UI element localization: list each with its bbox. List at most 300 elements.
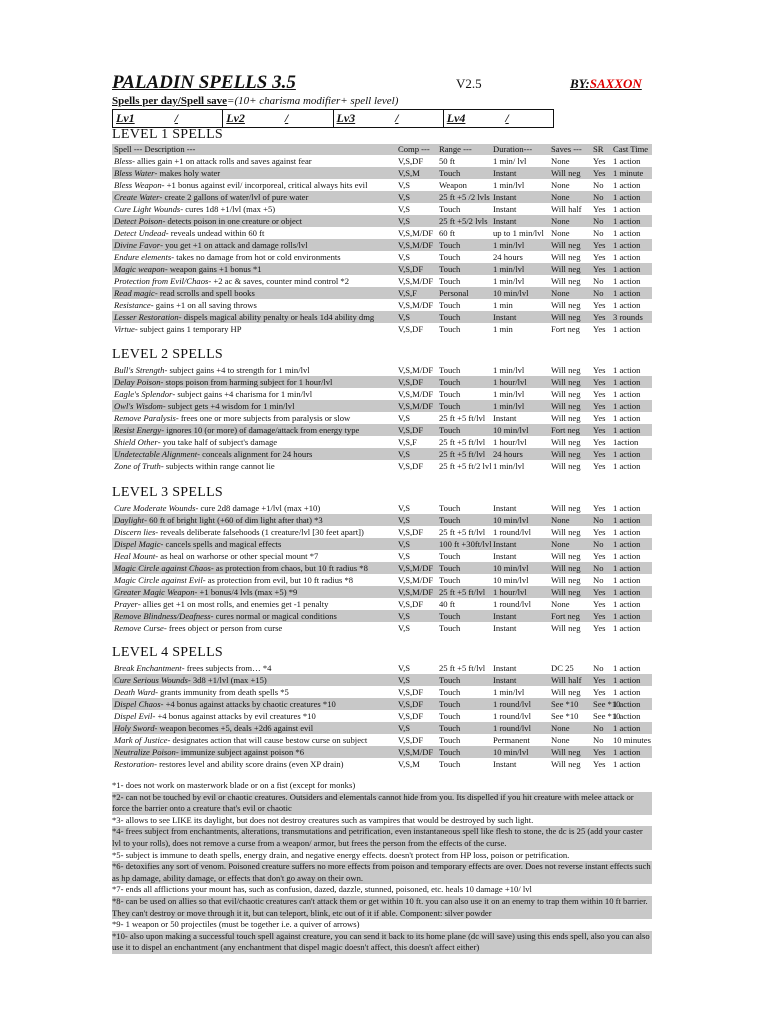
spell-name: Mark of Justice [114, 735, 168, 745]
spell-range: 25 ft +5 ft/lvl [439, 413, 486, 423]
spell-duration: Instant [493, 192, 517, 202]
spell-cast-time: 1 action [613, 687, 641, 697]
spell-name-desc [114, 538, 281, 550]
spell-row [112, 550, 652, 562]
spell-components: V,S [398, 252, 411, 262]
spell-resistance: Yes [593, 252, 606, 262]
spell-cast-time: 1 action [613, 276, 641, 286]
spell-row [112, 710, 652, 722]
spell-components: V,S,DF [398, 735, 424, 745]
spell-description: - weapon becomes +5, deals +2d6 against evil [154, 723, 314, 733]
spell-save: Will neg [551, 747, 581, 757]
spell-name: Heal Mount [114, 551, 156, 561]
spell-description: - cures 1d8 +1/lvl (max +5) [180, 204, 276, 214]
spell-resistance: Yes [593, 156, 606, 166]
spell-duration: 24 hours [493, 252, 523, 262]
spell-save: None [551, 735, 570, 745]
spell-components: V,S,DF [398, 377, 424, 387]
level-heading: LEVEL 1 SPELLS [112, 127, 224, 142]
spell-duration: 1 min/lvl [493, 240, 525, 250]
spell-name-desc [114, 376, 332, 388]
spell-cast-time: 1 action [613, 539, 641, 549]
spell-resistance: No [593, 563, 604, 573]
spell-description: - takes no damage from hot or cold environments [171, 252, 341, 262]
spell-name-desc [114, 436, 277, 448]
column-header: Duration--- [493, 144, 533, 154]
spell-components: V,S [398, 192, 411, 202]
spell-description: - dispels magical ability penalty or heals 1d4 ability dmg [178, 312, 375, 322]
spell-description: - +4 bonus against attacks by chaotic creatures *10 [160, 699, 336, 709]
spell-save: None [551, 192, 570, 202]
spell-description: - reveals deliberate falsehoods (1 creature/lvl [30 feet apart]) [155, 527, 364, 537]
spell-row [112, 191, 652, 203]
spell-cast-time: 1 action [613, 252, 641, 262]
spell-duration: 10 min/lvl [493, 575, 529, 585]
spell-duration: 1 min/lvl [493, 687, 525, 697]
spell-components: V,S,DF [398, 599, 424, 609]
spell-components: V,S [398, 675, 411, 685]
footnote: *6- detoxifies any sort of venom. Poisoned creature suffers no more effects from poison and temporary effects are over. Does not reverse instant effects such as hp damage, ability damage, or effects that don't go away on their own. [112, 861, 651, 883]
spell-resistance: Yes [593, 300, 606, 310]
spell-name: Cure Light Wounds [114, 204, 181, 214]
spell-resistance: Yes [593, 551, 606, 561]
spell-duration: Instant [493, 759, 517, 769]
spell-save: Will neg [551, 575, 581, 585]
spell-range: 60 ft [439, 228, 455, 238]
spell-name-desc [114, 179, 367, 191]
spell-name-desc [114, 550, 318, 562]
spell-description: - frees subjects from… *4 [181, 663, 272, 673]
spell-description: - +2 ac & saves, counter mind control *2 [208, 276, 350, 286]
spell-row [112, 167, 652, 179]
spell-duration: 10 min/lvl [493, 425, 529, 435]
spell-components: V,S [398, 204, 411, 214]
slot-lv3: Lv3 / [334, 110, 444, 127]
spell-description: - you get +1 on attack and damage rolls/lvl [160, 240, 308, 250]
spell-row [112, 323, 652, 335]
spell-duration: 1 min [493, 300, 513, 310]
spell-name: Remove Curse [114, 623, 164, 633]
spell-components: V,S,M/DF [398, 563, 434, 573]
spell-row [112, 263, 652, 275]
level-heading: LEVEL 3 SPELLS [112, 485, 224, 500]
spell-resistance: Yes [593, 759, 606, 769]
spell-name-desc [114, 710, 316, 722]
spell-table [112, 662, 652, 770]
spell-name: Cure Serious Wounds [114, 675, 188, 685]
spell-save: Will neg [551, 759, 581, 769]
spell-components: V,S [398, 449, 411, 459]
spell-name: Death Ward [114, 687, 156, 697]
spell-row [112, 722, 652, 734]
spell-name-desc [114, 698, 336, 710]
spell-duration: Instant [493, 168, 517, 178]
spell-cast-time: 1 action [613, 413, 641, 423]
spell-cast-time: 1 action [613, 204, 641, 214]
spells-per-day-label: Spells per day/Spell save [112, 95, 228, 107]
spell-description: - +4 bonus against attacks by evil creatures *10 [152, 711, 316, 721]
spell-duration: 1 min/lvl [493, 264, 525, 274]
spell-name-desc [114, 364, 310, 376]
spell-duration: 1 min/lvl [493, 389, 525, 399]
spell-duration: Instant [493, 312, 517, 322]
spell-name: Owl's Wisdom [114, 401, 163, 411]
spell-range: Touch [439, 312, 461, 322]
spell-name-desc [114, 686, 289, 698]
spell-name: Cure Moderate Wounds [114, 503, 196, 513]
spell-range: Touch [439, 723, 461, 733]
spell-description: - restores level and ability score drains (even XP drain) [154, 759, 344, 769]
spell-cast-time: 1 action [613, 587, 641, 597]
spell-duration: 1 min/lvl [493, 180, 525, 190]
spell-row [112, 686, 652, 698]
spell-save: Will neg [551, 312, 581, 322]
spell-description: - read scrolls and spell books [154, 288, 255, 298]
spell-cast-time: 1 action [613, 611, 641, 621]
spell-range: Touch [439, 563, 461, 573]
spell-resistance: No [593, 515, 604, 525]
spell-name: Protection from Evil/Chaos [114, 276, 209, 286]
spell-description: - 60 ft of bright light (+60 of dim light after that) *3 [144, 515, 323, 525]
spell-cast-time: 1 action [613, 288, 641, 298]
spell-cast-time: 1 action [613, 389, 641, 399]
spell-range: Touch [439, 575, 461, 585]
spell-components: V,S,DF [398, 699, 424, 709]
slot-lv4: Lv4 / [446, 111, 509, 125]
spell-cast-time: 1 action [613, 527, 641, 537]
spell-name: Bless Water [114, 168, 155, 178]
spell-save: Will neg [551, 264, 581, 274]
spell-range: Touch [439, 503, 461, 513]
spell-row [112, 215, 652, 227]
footnote: *9- 1 weapon or 50 projectiles (must be together i.e. a quiver of arrows) [112, 919, 360, 930]
spell-name: Endure elements [114, 252, 172, 262]
spell-range: Touch [439, 711, 461, 721]
spell-resistance: No [593, 575, 604, 585]
spell-name-desc [114, 275, 349, 287]
spell-resistance: No [593, 735, 604, 745]
spell-range: Touch [439, 687, 461, 697]
spell-cast-time: 1 minute [613, 168, 644, 178]
spell-resistance: Yes [593, 312, 606, 322]
spell-table [112, 364, 652, 472]
spell-save: None [551, 515, 570, 525]
spell-name: Remove Blindness/Deafness [114, 611, 211, 621]
spell-description: - makes holy water [154, 168, 221, 178]
spell-resistance: Yes [593, 527, 606, 537]
spell-name-desc [114, 412, 350, 424]
spell-save: Fort neg [551, 425, 580, 435]
spell-name-desc [114, 203, 275, 215]
spell-resistance: Yes [593, 204, 606, 214]
spell-description: - as heal on warhorse or other special mount *7 [155, 551, 319, 561]
spell-range: Touch [439, 401, 461, 411]
spell-save: DC 25 [551, 663, 574, 673]
spell-row [112, 746, 652, 758]
spell-name: Bull's Strength [114, 365, 165, 375]
spell-save: Will neg [551, 449, 581, 459]
spell-resistance: Yes [593, 401, 606, 411]
column-header: Spell --- Description --- [114, 144, 196, 154]
spell-name: Break Enchantment [114, 663, 182, 673]
spell-range: Touch [439, 389, 461, 399]
spell-components: V,S,M/DF [398, 365, 434, 375]
spell-description: - subject gets +4 wisdom for 1 min/lvl [162, 401, 295, 411]
spell-range: Touch [439, 515, 461, 525]
spell-cast-time: 1 action [613, 711, 641, 721]
spell-name: Bless Weapon [114, 180, 162, 190]
page-title: PALADIN SPELLS 3.5 [112, 72, 296, 93]
spell-cast-time: 1 action [613, 599, 641, 609]
spell-duration: 1 round/lvl [493, 527, 531, 537]
spell-range: Touch [439, 551, 461, 561]
spell-duration: 1 min/lvl [493, 461, 525, 471]
spell-components: V,S,M [398, 168, 420, 178]
spell-name: Greater Magic Weapon [114, 587, 195, 597]
spell-components: V,S [398, 515, 411, 525]
spell-duration: Instant [493, 675, 517, 685]
spell-range: 25 ft +5 ft/lvl [439, 527, 486, 537]
spell-row [112, 562, 652, 574]
spell-row [112, 364, 652, 376]
spell-duration: Instant [493, 503, 517, 513]
spell-resistance: Yes [593, 687, 606, 697]
spell-save: Will neg [551, 401, 581, 411]
spell-resistance: No [593, 663, 604, 673]
spell-components: V,S,M/DF [398, 401, 434, 411]
spell-row [112, 227, 652, 239]
spell-resistance: No [593, 180, 604, 190]
spell-duration: 10 min/lvl [493, 515, 529, 525]
spell-description: - allies gain +1 on attack rolls and saves against fear [132, 156, 312, 166]
spell-range: 25 ft +5 ft/lvl [439, 663, 486, 673]
spell-name: Bless [114, 156, 133, 166]
spell-name-desc [114, 562, 368, 574]
spell-description: - +1 bonus/4 lvls (max +5) *9 [194, 587, 298, 597]
spell-save: Will neg [551, 240, 581, 250]
spell-save-formula: =(10+ charisma modifier+ spell level) [227, 95, 399, 107]
spell-resistance: Yes [593, 437, 606, 447]
spell-cast-time: 1 action [613, 216, 641, 226]
spell-duration: 1 round/lvl [493, 599, 531, 609]
slot-lv2: Lv2 / [223, 110, 333, 127]
spell-components: V,S,M/DF [398, 276, 434, 286]
footnote: *3- allows to see LIKE its daylight, but does not destroy creatures such as vampires that would be destroyed by such light. [112, 814, 534, 825]
spell-cast-time: 1 action [613, 425, 641, 435]
spell-name-desc [114, 460, 275, 472]
spell-cast-time: 1 action [613, 675, 641, 685]
spell-range: 25 ft +5 /2 lvls [439, 192, 490, 202]
spell-range: Touch [439, 425, 461, 435]
spell-description: - gains +1 on all saving throws [150, 300, 257, 310]
spell-range: Touch [439, 168, 461, 178]
spell-name-desc [114, 758, 344, 770]
spell-name: Daylight [114, 515, 145, 525]
spell-name: Shield Other [114, 437, 158, 447]
spell-save: None [551, 539, 570, 549]
spell-name-desc [114, 287, 255, 299]
spell-resistance: Yes [593, 425, 606, 435]
spell-resistance: No [593, 216, 604, 226]
spell-name: Divine Favor [114, 240, 161, 250]
spell-name-desc [114, 502, 320, 514]
spell-components: V,S,M/DF [398, 575, 434, 585]
spell-name-desc [114, 574, 353, 586]
spell-components: V,S [398, 216, 411, 226]
spell-save: Will neg [551, 300, 581, 310]
spell-resistance: Yes [593, 747, 606, 757]
spell-range: Personal [439, 288, 469, 298]
spell-row [112, 460, 652, 472]
spell-cast-time: 1 action [613, 300, 641, 310]
spell-resistance: Yes [593, 623, 606, 633]
spell-name: Zone of Truth [114, 461, 161, 471]
slot-lv3-label: Lv3 [336, 111, 356, 125]
spell-save: Will neg [551, 377, 581, 387]
footnote: *1- does not work on masterwork blade or on a fist (except for monks) [112, 780, 356, 790]
spell-duration: 10 min/lvl [493, 747, 529, 757]
spell-row [112, 538, 652, 550]
spell-range: Touch [439, 759, 461, 769]
spell-duration: Instant [493, 551, 517, 561]
spell-description: - 3d8 +1/lvl (max +15) [187, 675, 267, 685]
spell-table [112, 144, 652, 335]
spell-row [112, 179, 652, 191]
spell-duration: Instant [493, 216, 517, 226]
spell-name-desc [114, 215, 302, 227]
spell-name-desc [114, 388, 312, 400]
spell-name: Resist Energy [114, 425, 162, 435]
spell-save: None [551, 723, 570, 733]
spell-description: - subject gains +4 charisma for 1 min/lvl [172, 389, 313, 399]
spell-name: Delay Poison [114, 377, 161, 387]
spell-description: - as protection from chaos, but 10 ft radius *8 [210, 563, 368, 573]
spell-resistance: Yes [593, 503, 606, 513]
spell-components: V,S,DF [398, 461, 424, 471]
spell-duration: Instant [493, 204, 517, 214]
spell-save: See *10 [551, 711, 579, 721]
spell-duration: Instant [493, 623, 517, 633]
spell-row [112, 376, 652, 388]
spell-resistance: Yes [593, 587, 606, 597]
spell-components: V,S,M/DF [398, 240, 434, 250]
spell-range: 50 ft [439, 156, 455, 166]
spell-duration: 1 min/ lvl [493, 156, 527, 166]
spell-name-desc [114, 526, 364, 538]
spell-resistance: No [593, 276, 604, 286]
spell-name: Neutralize Poison [114, 747, 176, 757]
spell-resistance: Yes [593, 168, 606, 178]
spell-duration: Instant [493, 539, 517, 549]
spell-duration: Instant [493, 413, 517, 423]
spell-save: Will neg [551, 168, 581, 178]
spell-save: None [551, 599, 570, 609]
spell-save: None [551, 180, 570, 190]
spell-range: Touch [439, 377, 461, 387]
spell-row [112, 526, 652, 538]
spell-row [112, 514, 652, 526]
spell-save: Fort neg [551, 324, 580, 334]
spell-description: - ignores 10 (or more) of damage/attack from energy type [161, 425, 360, 435]
spell-name-desc [114, 448, 312, 460]
spell-row [112, 502, 652, 514]
spell-name-desc [114, 263, 262, 275]
spell-resistance: Yes [593, 449, 606, 459]
spell-range: 100 ft +30ft/lvl [439, 539, 492, 549]
spell-row [112, 674, 652, 686]
spell-duration: 10 min/lvl [493, 288, 529, 298]
footnotes [112, 780, 652, 954]
spell-name-desc [114, 734, 367, 746]
spell-components: V,S [398, 312, 411, 322]
spell-name: Prayer [114, 599, 138, 609]
spell-description: - cure 2d8 damage +1/lvl (max +10) [195, 503, 321, 513]
spell-name-desc [114, 662, 271, 674]
spell-duration: 1 hour/lvl [493, 377, 527, 387]
spell-components: V,S [398, 539, 411, 549]
spell-resistance: Yes [593, 389, 606, 399]
spell-name: Lesser Restoration [114, 312, 179, 322]
spell-components: V,S,M/DF [398, 228, 434, 238]
spell-range: Touch [439, 735, 461, 745]
spell-duration: 10 min/lvl [493, 563, 529, 573]
spell-range: 25 ft +5 ft/lvl [439, 449, 486, 459]
spell-cast-time: 1 action [613, 228, 641, 238]
spell-name-desc [114, 514, 323, 526]
spell-range: Touch [439, 276, 461, 286]
spell-cast-time: 1 action [613, 192, 641, 202]
spell-cast-time: 1 action [613, 623, 641, 633]
spell-components: V,S [398, 663, 411, 673]
spell-range: Touch [439, 264, 461, 274]
spell-name: Dispel Magic [114, 539, 161, 549]
spell-range: 25 ft +5 ft/lvl [439, 587, 486, 597]
spell-components: V,S,F [398, 437, 417, 447]
spell-duration: 1 min [493, 324, 513, 334]
spell-resistance: Yes [593, 264, 606, 274]
spell-save: Will neg [551, 623, 581, 633]
spell-range: Touch [439, 240, 461, 250]
spell-components: V,S,M/DF [398, 300, 434, 310]
spell-description: - cancels spells and magical effects [160, 539, 282, 549]
spell-name: Restoration [114, 759, 155, 769]
spell-name: Dispel Evil [114, 711, 153, 721]
spell-cast-time: 1 action [613, 449, 641, 459]
spell-description: - cures normal or magical conditions [210, 611, 337, 621]
spell-row [112, 203, 652, 215]
spell-range: Touch [439, 611, 461, 621]
footnote: *5- subject is immune to death spells, energy drain, and negative energy effects. doesn't protect from HP loss, poison or petrification. [112, 849, 570, 860]
spell-components: V,S,DF [398, 324, 424, 334]
spell-name-desc [114, 622, 282, 634]
spell-name-desc [114, 167, 220, 179]
spell-range: Touch [439, 747, 461, 757]
spell-row [112, 424, 652, 436]
spell-save: None [551, 288, 570, 298]
spell-row [112, 299, 652, 311]
spell-row [112, 287, 652, 299]
spell-range: Touch [439, 675, 461, 685]
spell-name-desc [114, 299, 257, 311]
spell-row [112, 436, 652, 448]
spell-name-desc [114, 239, 308, 251]
spell-components: V,S [398, 413, 411, 423]
spell-name: Dispel Chaos [114, 699, 161, 709]
spell-name-desc [114, 746, 304, 758]
spell-save: Will neg [551, 252, 581, 262]
spell-range: Touch [439, 324, 461, 334]
spell-save: Will half [551, 204, 582, 214]
